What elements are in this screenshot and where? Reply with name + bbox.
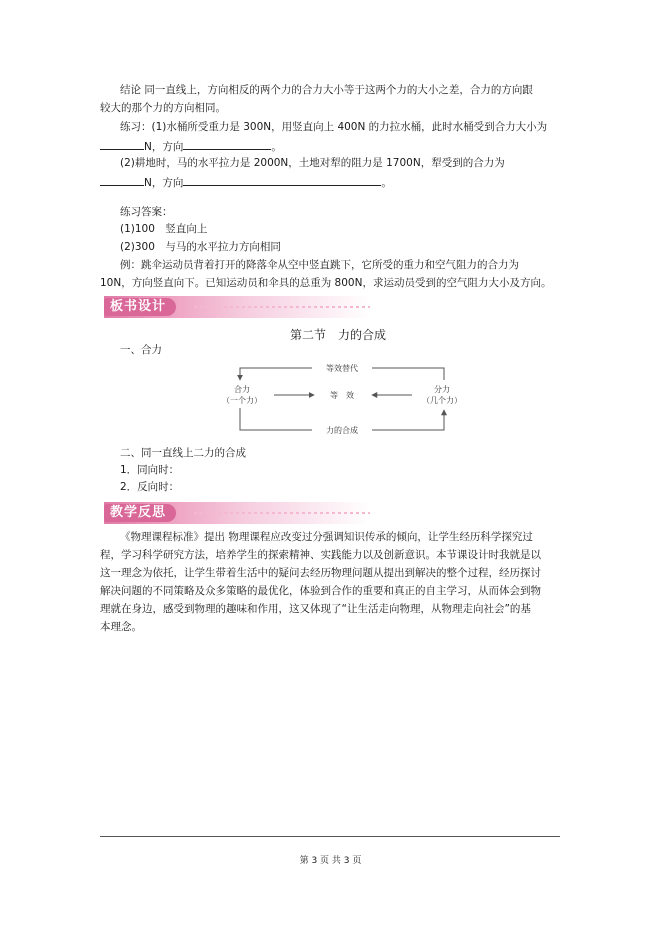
exercise-q1-line-1: 练习：(1)水桶所受重力是 300N，用竖直向上 400N 的力拉水桶，此时水桶受到合力大小为: [120, 121, 548, 133]
conclusion-line-1: 结论 同一直线上，方向相反的两个力的合力大小等于这两个力的大小之差，合力的方向跟: [120, 84, 533, 96]
footer-rule: [100, 836, 560, 837]
q2-end: 。: [381, 177, 392, 189]
diagram-top-label: 等效替代: [326, 364, 358, 373]
reflection-line-5: 理就在身边，感受到物理的趣味和作用，这又体现了“让生活走向物理，从物理走向社会”的基: [100, 603, 531, 615]
reflection-line-2: 程，学习科学研究方法，培养学生的探索精神、实践能力以及创新意识。本节课设计时我就是以: [100, 549, 541, 561]
exercise-q2-line-2: [100, 174, 392, 190]
reflection-line-3: 这一理念为依托，让学生带着生活中的疑问去经历物理问题从提出到解决的整个过程，经历探讨: [100, 567, 541, 579]
page-footer: 第 3 页 共 3 页: [299, 856, 362, 866]
exercise-q1-line-2: [100, 138, 282, 154]
q1-unit-text: N，方向: [144, 141, 184, 153]
diagram-bottom-label: 力的合成: [326, 426, 358, 435]
answer-blank: [100, 174, 144, 186]
diagram-left-sublabel: （一个力）: [222, 396, 262, 405]
teaching-reflection-banner: [104, 502, 370, 524]
outline-item-1: 1．同向时：: [120, 464, 180, 476]
answer-2: (2)300 与马的水平拉力方向相同: [120, 241, 281, 253]
example-line-1: 例：跳伞运动员背着打开的降落伞从空中竖直跳下，它所受的重力和空气阻力的合力为: [120, 259, 519, 271]
q1-end: 。: [271, 141, 282, 153]
answer-blank: [183, 138, 271, 150]
outline-heading-2: 二、同一直线上二力的合成: [120, 447, 246, 459]
reflection-line-6: 本理念。: [100, 621, 142, 633]
answers-heading: 练习答案：: [120, 206, 173, 218]
reflection-line-1: 《物理课程标准》提出 物理课程应改变过分强调知识传承的倾向，让学生经历科学探究过: [120, 531, 533, 543]
bottom-connector-line: [240, 408, 312, 430]
example-line-2: 10N，方向竖直向下。已知运动员和伞具的总重为 800N，求运动员受到的空气阻力大小及方向。: [100, 277, 552, 289]
top-arrow: [240, 368, 312, 380]
outline-item-2: 2．反向时：: [120, 481, 180, 493]
diagram-left-label: 合力: [234, 385, 250, 394]
banner-dots: [194, 306, 370, 308]
banner-dots: [194, 512, 370, 514]
diagram-right-label: 分力: [434, 385, 450, 394]
answer-blank: [100, 138, 144, 150]
answer-blank: [183, 174, 381, 186]
bottom-arrow: [372, 410, 444, 430]
top-connector-line: [372, 368, 444, 380]
section-title: 第二节 力的合成: [290, 328, 387, 342]
equivalence-diagram: [222, 360, 462, 440]
conclusion-line-2: 较大的那个力的方向相同。: [100, 102, 226, 114]
q2-unit-text: N，方向: [144, 177, 184, 189]
board-design-banner-label: 板书设计: [104, 298, 176, 316]
board-design-banner: [104, 296, 370, 318]
diagram-right-sublabel: （几个力）: [422, 396, 462, 405]
answer-1: (1)100 竖直向上: [120, 223, 208, 235]
teaching-reflection-banner-label: 教学反思: [104, 504, 176, 522]
exercise-q2-line-1: (2)耕地时，马的水平拉力是 2000N，土地对犁的阻力是 1700N，犁受到的合力为: [120, 157, 505, 169]
reflection-line-4: 解决问题的不同策略及众多策略的最优化，体验到合作的重要和真正的自主学习，从而体会到物: [100, 585, 541, 597]
diagram-center-label: 等 效: [330, 391, 354, 400]
outline-heading-1: 一、合力: [120, 344, 162, 356]
